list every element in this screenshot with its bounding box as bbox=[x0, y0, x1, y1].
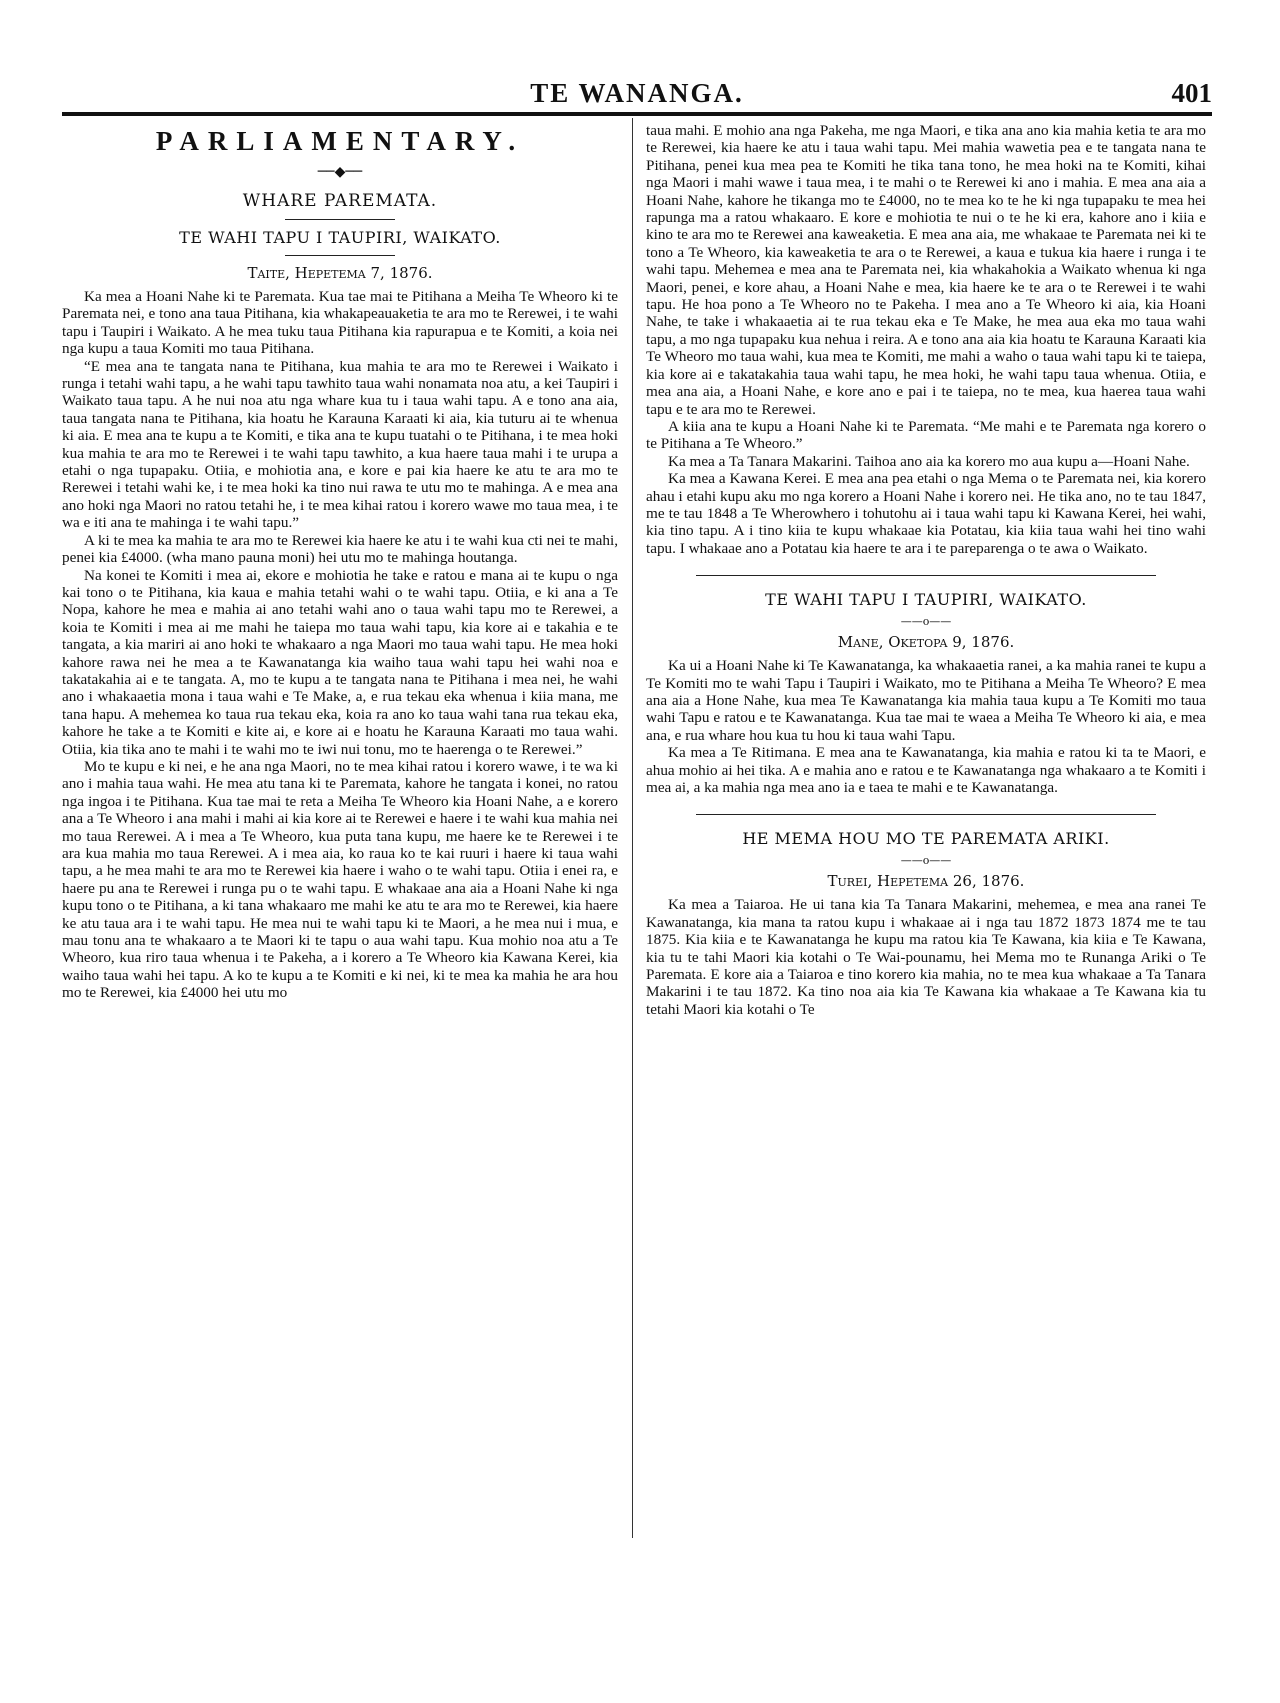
ornament-divider: ——o—— bbox=[900, 615, 952, 629]
paragraph: A ki te mea ka mahia te ara mo te Rerewei kia haere ke atu i te wahi kua cti nei te mahi, penei kia £4000. (wha mano pauna moni) hei utu mo te mahinga houtanga. bbox=[62, 531, 618, 567]
paragraph: Na konei te Komiti i mea ai, ekore e mohiotia he take e ratou e mana ai te kupu o nga kai tono o te Pitihana, kia kaua e mahia tetahi wahi o te wahi tapu. Otiia, e ki ana a Te Nopa, kahore he mea e mahia ai ano tetahi wahi ano o taua wahi tapu mo te Rerewei, a koia te Komiti i mea ai me mahi he taiepa mo taua wahi tapu, kia kore ai e takahia e te tangata, a kia mariri ai ano hoki te whakaaro a nga Maori mo taua wahi tapu. He mea hoki kahore rawa nei he mea a te Kawanatanga kia waiho taua wahi tapu hei wahi noa e takatakahia ai e te tangata. A, mo te kupu a te tangata nana te Pitihana i mea nei, he wahi ano i whakaaetia mona i taua wahi e Te Make, a, e rua tekau eka whenua i kiia mana, me tana hapu. A mehemea ko taua rua tekau eka, koia ra ano ko taua wahi tana rua tekau eka, kahore he take a te Komiti e kite ai, e kore ai e hoatu he Karauna Karaati mo taua wahi. Otiia, kia tika ano te mahi i te wahi mo te iwi nui tonu, mo te haerenga o te Rerewei.” bbox=[62, 566, 618, 758]
paragraph: Ka mea a Kawana Kerei. E mea ana pea etahi o nga Mema o te Paremata nei, kia korero ahau i etahi kupu aku mo nga korero a Hoani Nahe i korero nei. He tika ano, no te tau 1847, me te tau 1848 a Te Wherowhero i tohutohu ai i taua wahi tapu ki Kawana Kerei, hei wahi, kia tino tapu. A i tino kiia te kupu whakaae kia Potatau, kia kiia taua wahi hei tino wahi tapu. I whakaae ano a Potatau kia haere te ara i te pareparenga o te awa o Waikato. bbox=[646, 470, 1206, 557]
left-column bbox=[62, 122, 618, 1002]
paragraph: A kiia ana te kupu a Hoani Nahe ki te Paremata. “Me mahi e te Paremata nga korero o te Pitihana a Te Wheoro.” bbox=[646, 417, 1206, 453]
section-heading: TE WAHI TAPU I TAUPIRI, WAIKATO. bbox=[765, 590, 1087, 610]
section-rule bbox=[696, 575, 1156, 576]
ornament-divider: ——o—— bbox=[900, 854, 952, 868]
right-column bbox=[646, 122, 1206, 1018]
paragraph: Ka mea a Taiaroa. He ui tana kia Ta Tanara Makarini, mehemea, e mea ana ranei Te Kawanatanga, kia mana ta ratou kupu i whakaae ai i nga tau 1872 1873 1874 me te tau 1875. Kia kiia e te Kawanatanga he kupu ma ratou kia Te Kawana, kia kiia e Te Kawana, kia tu te tahi Maori kia kotahi o Te Wai-pounamu, hei Mema mo te Runanga Ariki o Te Paremata. E kore aia a Taiaroa e tino korero kia mahia, no te mea kua whakaae a Ta Tanara Makarini i te tau 1872. Ka tino noa aia kia Te Kawana kia whakaae a Te Kawana kia tu tetahi Maori kia kotahi o Te bbox=[646, 896, 1206, 1018]
paragraph: taua mahi. E mohio ana nga Pakeha, me nga Maori, e tika ana ano kia mahia ketia te ara mo te Rerewei, kia haere ke atu i taua wahi tapu. Mei mahia wawetia pea e te tangata nana te Pitihana, penei kua mea pea te Komiti he tika tana tono, he mea hoki na te Komiti, kihai nga Maori i mahi wawe i taua mea, i te mahi o te Rerewei ki ano i mahia. E mea ana aia a Hoani Nahe, kahore he tikanga mo te £4000, no te mea ko te he ki nga tupapaku te mea hei rapunga ma a ratou whakaaro. E kore e mohiotia te nui o te he ki era, kahore ano i kiia e kino te ara mo te Rerewei ana kaweaketia. E mea ana aia, me whakaae te Paremata nei ki te tono a Te Wheoro, kia kaweaketia te ara o te Rerewei, a kaua e tukua kia haere i runga i te wahi tapu. Mehemea e mea ana te Paremata nei, kia whakahokia a Waikato whenua ki nga Maori, penei, e kore ahau, a Hoani Nahe e mea, kia haere ke te ara o te Rerewei i te wahi tapu. He hoa pono a Te Wheoro no te Pakeha. I mea ano a Te Wheoro ki aia, kia Hoani Nahe, te take i whakaaetia ai te rua tekau eka e Te Make, he mea aua eka mo taua wahi tapu, a mo nga tupapaku kua nehua i reira. A e tono ana aia kia hoatu te Karauna Karaati kia Te Wheoro mo taua wahi, kua mea te Komiti, me mahi a waho o taua wahi tapu ki te taiepa, kia kore ai e takatakahia taua wahi tapu, he mea hoki, he wahi tapu taua whenua. Otiia, e mea ana aia, a Hoani Nahe, e kore ano e pai i te taiepa, no te mea, kua haerea taua wahi tapu e te ara mo te Rerewei. bbox=[646, 122, 1206, 418]
masthead bbox=[62, 78, 1212, 108]
column-divider bbox=[632, 118, 633, 1538]
paragraph: Ka mea a Hoani Nahe ki te Paremata. Kua tae mai te Pitihana a Meiha Te Wheoro ki te Paremata nei, e tono ana taua Pitihana, kia whakapeauaketia te ara mo te Rerewei, i te wahi tapu i Taupiri i Waikato. A he mea tuku taua Pitihana kia rapurapua e te Komiti, a koia nei nga kupu a taua Komiti mo taua Pitihana. bbox=[62, 288, 618, 358]
header-rule bbox=[62, 112, 1212, 116]
short-rule bbox=[285, 219, 395, 220]
paragraph: “E mea ana te tangata nana te Pitihana, kua mahia te ara mo te Rerewei i Waikato i runga i tetahi wahi tapu, a he wahi tapu tawhito taua wahi nonamata noa atu, a kei Taupiri i Waikato taua tapu. A he nui noa atu nga whare kua tu i taua wahi tapu. A e tono ana aia, taua tangata nana te Pitihana, kia hoatu he Karauna Karaati ki aia, kia tuturu ai te whenua ki aia. E mea ana te kupu a te Komiti, e tika ana te kupu tuatahi o te Pitihana, i te mea hoki kua mahia te ara mo te Rerewei i te wahi tapu tawhito, a kua haere taua mahi i te urupa a etahi o nga tupapaku. Otiia, e mohiotia ana, e kore e pai kia haere ke atu te ara mo te Rerewei i tetahi wahi ke, i te mea hoki ka tino nui rawa te utu mo te mahinga. A e mea ana ano hoki nga Maori no ratou tetahi he, i te mea kihai ratou i korero wawe mo taua mea, i te wa e iti ana te mahinga i te wahi tapu.” bbox=[62, 357, 618, 532]
section-heading: HE MEMA HOU MO TE PAREMATA ARIKI. bbox=[742, 829, 1110, 849]
paragraph: Ka mea a Ta Tanara Makarini. Taihoa ano aia ka korero mo aua kupu a—Hoani Nahe. bbox=[668, 452, 1190, 470]
article-subheading: TE WAHI TAPU I TAUPIRI, WAIKATO. bbox=[179, 228, 501, 247]
newspaper-title: TE WANANGA. bbox=[530, 78, 744, 108]
article-date: Taite, Hepetema 7, 1876. bbox=[247, 264, 433, 282]
paragraph: Ka mea a Te Ritimana. E mea ana te Kawanatanga, kia mahia e ratou ki ta te Maori, e ahua mohio ai hei tika. A e mahia ano e ratou e te Kawanatanga nga whakaaro a te Komiti i mea ai, a ka mahia nga mea ano ia e taea te mahi e te Kawanatanga. bbox=[646, 744, 1206, 796]
section-banner: PARLIAMENTARY. bbox=[155, 126, 525, 156]
short-rule bbox=[285, 255, 395, 256]
article-heading: WHARE PAREMATA. bbox=[242, 191, 438, 211]
article-date: Turei, Hepetema 26, 1876. bbox=[827, 872, 1025, 891]
paragraph: Mo te kupu e ki nei, e he ana nga Maori, no te mea kihai ratou i korero wawe, i te wa ki ano i mahia taua wahi. He mea atu tana ki te Paremata, kahore he tangata i konei, no ratou nga ingoa i te Pitihana. Kua tae mai te reta a Meiha Te Wheoro kia Hoani Nahe, a e korero ana a Te Wheoro i ana mahi i mahi ai kia kore ai te Rerewei e haere i te wahi kua mahia nei mo taua Rerewei. A i mea a Te Wheoro, kua puta tana kupu, me haere ke te Rerewei i te ara kua mahia mo taua Rerewei. A i mea aia, ko raua ko te kai ruuri i haere ki taua wahi tapu, a he mea mahi te ara mo te Rerewei kia haere i waho o te wahi tapu. Otiia i enei ra, e haere pu ana te Rerewei i runga pu o te wahi tapu. E whakaae ana aia a Hoani Nahe ki nga kupu tono o te Pitihana, a ki tana whakaaro me mahi ke atu te ara mo te Rerewei, kia haere ke atu taua ara i te wahi tapu. He mea nui te wahi tapu ki te Maori, a he mea nui i mua, e mau tonu ana te whakaaro a te Maori ki te tapu o aua wahi tapu. Kua mohio noa atu a Te Wheoro, kua riro taua whenua i te Pakeha, a i korero a Te Wheoro kia Kawana Kerei, kia waiho taua wahi hei tapu. A ko te kupu a te Komiti e ki nei, ki te mea ka mahia he ara hou mo te Rerewei, kia £4000 hei utu mo bbox=[62, 757, 618, 1002]
article-date: Mane, Oketopa 9, 1876. bbox=[837, 633, 1015, 652]
paragraph: Ka ui a Hoani Nahe ki Te Kawanatanga, ka whakaaetia ranei, a ka mahia ranei te kupu a Te Komiti mo te wahi Tapu i Taupiri i Waikato, mo te Pitihana a Meiha Te Wheoro? E mea ana aia a Hone Nahe, kua mea Te Kawanatanga kia mahia taua kupu a Te Komiti mo taua wahi Tapu e ratou e te Kawanatanga. Kua tae mai te waea a Meiha Te Wheoro ki aia, e mea ana, e rua whare hou kua tu hou ki taua wahi Tapu. bbox=[646, 657, 1206, 744]
section-rule bbox=[696, 814, 1156, 815]
page-number: 401 bbox=[1171, 78, 1212, 108]
ornament-divider: ──◆── bbox=[317, 164, 363, 180]
